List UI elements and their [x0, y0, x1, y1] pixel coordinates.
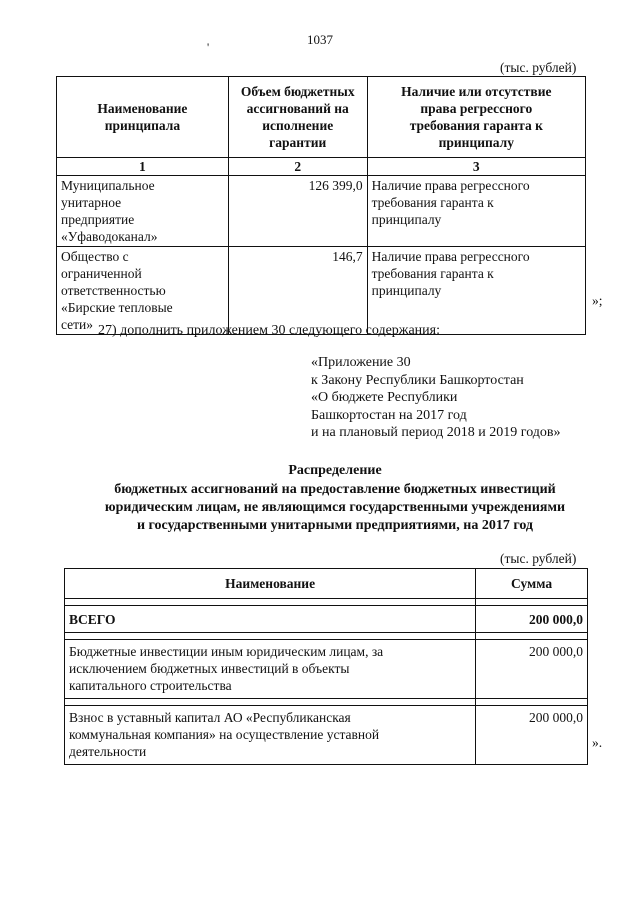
- appendix-line: Башкортостан на 2017 год: [311, 407, 467, 423]
- regress-right: Наличие права регрессного требования гаранта к принципалу: [367, 176, 585, 247]
- header-allocation: Объем бюджетных ассигнований на исполнение гарантии: [228, 77, 367, 158]
- amendment-paragraph: 27) дополнить приложением 30 следующего содержания:: [98, 323, 440, 338]
- document-subtitle-line: юридическим лицам, не являющимся государственными учреждениями: [104, 500, 566, 515]
- investments-table: [64, 568, 588, 765]
- total-label: ВСЕГО: [65, 606, 476, 633]
- table2-unit: (тыс. рублей): [500, 551, 577, 566]
- principal-name: Муниципальное унитарное предприятие «Уфаводоканал»: [57, 176, 229, 247]
- appendix-line: и на плановый период 2018 и 2019 годов»: [311, 425, 561, 440]
- regress-right: Наличие права регрессного требования гаранта к принципалу: [367, 247, 585, 335]
- document-subtitle-line: и государственными унитарными предприятиями, на 2017 год: [136, 518, 534, 533]
- table-row: [65, 640, 588, 699]
- header-principal: Наименование принципала: [57, 77, 229, 158]
- margin-mark: ': [207, 40, 210, 54]
- table2-spacer-row: [65, 699, 588, 706]
- header-amount: Сумма: [476, 569, 588, 599]
- column-number-2: 2: [228, 158, 367, 176]
- header-name: Наименование: [65, 569, 476, 599]
- investment-amount: 200 000,0: [476, 640, 588, 699]
- investment-name: Бюджетные инвестиции иным юридическим лицам, за исключением бюджетных инвестиций в объекты капитального строительства: [65, 640, 476, 699]
- column-number-3: 3: [367, 158, 585, 176]
- appendix-line: к Закону Республики Башкортостан: [311, 372, 524, 388]
- investment-amount: 200 000,0: [476, 706, 588, 765]
- table1-closing-quote: »;: [592, 293, 603, 308]
- table2-closing-quote: ».: [592, 735, 603, 750]
- table-row: [57, 176, 586, 247]
- table1-number-row: [57, 158, 586, 176]
- table-row: [57, 247, 586, 335]
- allocation-amount: 146,7: [228, 247, 367, 335]
- page-number: 1037: [307, 32, 333, 47]
- table2-header-row: [65, 569, 588, 599]
- allocation-amount: 126 399,0: [228, 176, 367, 247]
- document-title: Распределение: [288, 463, 382, 478]
- column-number-1: 1: [57, 158, 229, 176]
- principal-name: Общество с ограниченной ответственностью «Бирские тепловые сети»: [57, 247, 229, 335]
- appendix-line: «О бюджете Республики: [311, 390, 458, 405]
- total-amount: 200 000,0: [476, 606, 588, 633]
- table2-spacer-row: [65, 599, 588, 606]
- header-regress-right: Наличие или отсутствие права регрессного требования гаранта к принципалу: [367, 77, 585, 158]
- document-subtitle-line: бюджетных ассигнований на предоставление бюджетных инвестиций: [114, 482, 556, 497]
- table1-unit: (тыс. рублей): [500, 60, 577, 75]
- table1-header-row: [57, 77, 586, 158]
- total-row: [65, 606, 588, 633]
- guarantees-table: [56, 76, 586, 335]
- investment-name: Взнос в уставный капитал АО «Республиканская коммунальная компания» на осуществление уставной деятельности: [65, 706, 476, 765]
- table2-spacer-row: [65, 633, 588, 640]
- appendix-line: «Приложение 30: [311, 355, 411, 370]
- appendix-heading: [311, 354, 561, 442]
- table-row: [65, 706, 588, 765]
